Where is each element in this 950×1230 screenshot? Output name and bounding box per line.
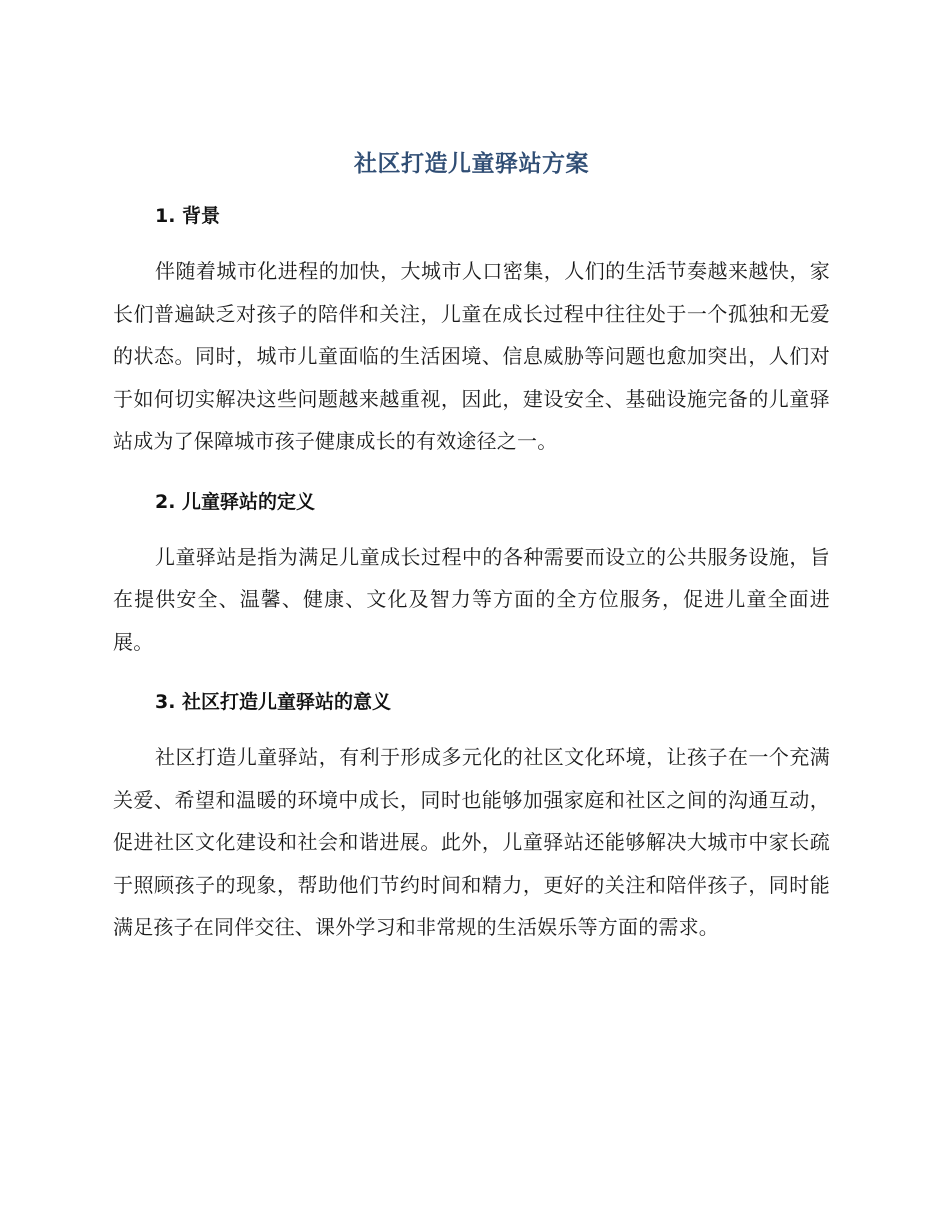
section-paragraph: 社区打造儿童驿站，有利于形成多元化的社区文化环境，让孩子在一个充满关爱、希望和温暖的环境中成长，同时也能够加强家庭和社区之间的沟通互动，促进社区文化建设和社会和谐进展。此外，儿童驿站还能够解决大城市中家长疏于照顾孩子的现象，帮助他们节约时间和精力，更好的关注和陪伴孩子，同时能满足孩子在同伴交往、课外学习和非常规的生活娱乐等方面的需求。 <box>113 745 830 939</box>
section-paragraph: 伴随着城市化进程的加快，大城市人口密集，人们的生活节奏越来越快，家长们普遍缺乏对孩子的陪伴和关注，儿童在成长过程中往往处于一个孤独和无爱的状态。同时，城市儿童面临的生活困境、信息威胁等问题也愈加突出，人们对于如何切实解决这些问题越来越重视，因此，建设安全、基础设施完备的儿童驿站成为了保障城市孩子健康成长的有效途径之一。 <box>113 259 830 453</box>
section-heading: 3. 社区打造儿童驿站的意义 <box>155 691 392 713</box>
section-background <box>113 202 830 463</box>
section-heading: 2. 儿童驿站的定义 <box>155 490 316 513</box>
document-title: 社区打造儿童驿站方案 <box>354 151 589 177</box>
section-heading: 1. 背景 <box>155 205 221 227</box>
section-definition <box>113 488 830 664</box>
section-significance <box>113 688 830 949</box>
section-paragraph: 儿童驿站是指为满足儿童成长过程中的各种需要而设立的公共服务设施，旨在提供安全、温馨、健康、文化及智力等方面的全方位服务，促进儿童全面进展。 <box>113 544 830 654</box>
